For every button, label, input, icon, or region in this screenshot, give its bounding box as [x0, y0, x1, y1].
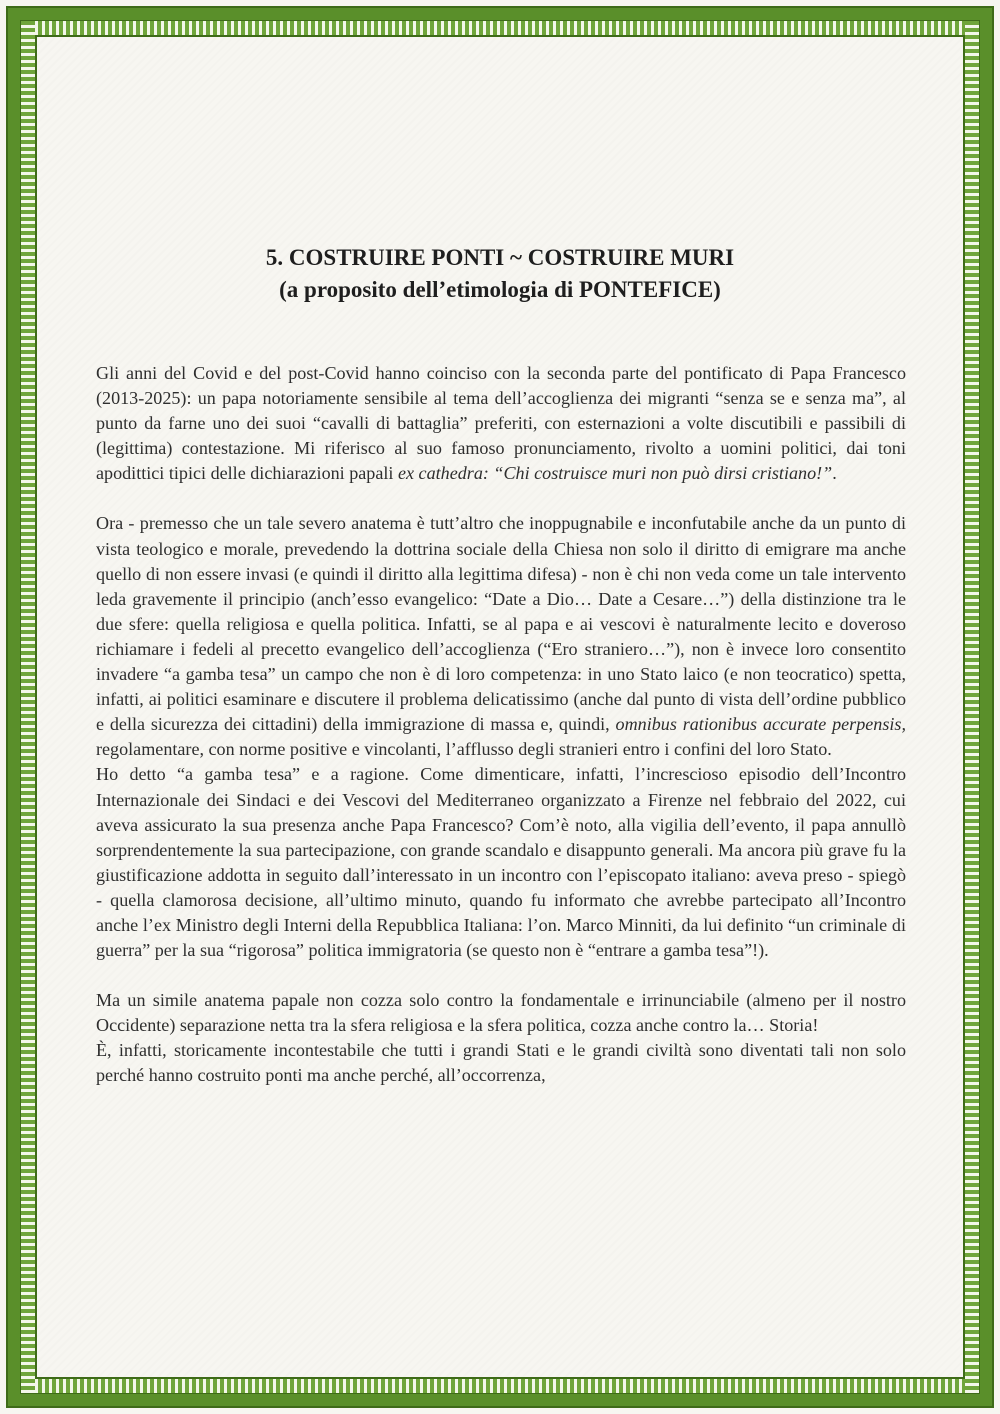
paragraph-2-end: regolamentare, con norme positive e vincolanti, l’afflusso degli stranieri entro i confini del loro Stato. — [96, 739, 832, 760]
page-subtitle: (a proposito dell’etimologia di PONTEFICE) — [279, 277, 721, 302]
paragraph-2-latin: omnibus rationibus accurate perpensis, — [615, 714, 906, 735]
paragraph-1-end: . — [832, 463, 837, 484]
paragraph-1-text: Gli anni del Covid e del post-Covid hanno coinciso con la seconda parte del pontificato di Papa Francesco (2013-2025): un papa notoriamente sensibile al tema dell’accoglienza dei migranti “senza se e senza ma”, al punto da farne uno dei suoi “cavalli di battaglia” preferiti, con esternazioni a volte discutibili e passibili di (legittima) contestazione. Mi riferisco al suo famoso pronunciamento, rivolto a uomini politici, dai toni apodittici tipici delle dichiarazioni papali — [96, 363, 906, 484]
paragraph-1 — [96, 361, 906, 486]
body-text — [96, 361, 906, 1089]
heading-block — [36, 243, 964, 305]
paragraph-2 — [96, 511, 906, 762]
page-title: 5. COSTRUIRE PONTI ~ COSTRUIRE MURI — [265, 245, 735, 270]
paragraph-3: Ho detto “a gamba tesa” e a ragione. Come dimenticare, infatti, l’incresciosо episodio dell’Incontro Internazionale dei Sindaci e dei Vescovi del Mediterraneo organizzato a Firenze nel febbraio del 2022, cui aveva assicurato la sua presenza anche Papa Francesco? Com’è noto, alla vigilia dell’evento, il papa annullò sorprendentemente la sua partecipazione, con grande scandalo e disappunto generali. Ma ancora più grave fu la giustificazione addotta in seguito dall’interessato in un incontro con l’episcopato italiano: aveva preso - spiegò - quella clamorosa decisione, all’ultimo minuto, quando fu informato che avrebbe partecipato all’Incontro anche l’ex Ministro degli Interni della Repubblica Italiana: l’on. Marco Minniti, da lui definito “un criminale di guerra” per la sua “rigorosa” politica immigratoria (se questo non è “entrare a gamba tesa”!). — [96, 764, 906, 961]
paragraph-5: È, infatti, storicamente incontestabile che tutti i grandi Stati e le grandi civiltà sono diventati tali non solo perché hanno costruito ponti ma anche perché, all’occorrenza, — [96, 1040, 906, 1086]
paragraph-4: Ma un simile anatema papale non cozza solo contro la fondamentale e irrinunciabile (almeno per il nostro Occidente) separazione netta tra la sfera religiosa e la sfera politica, cozza anche contro la… Storia! — [96, 990, 906, 1036]
paragraph-1-quote: ex cathedra: “Chi costruisce muri non può dirsi cristiano!” — [397, 463, 833, 484]
paragraph-2-text: Ora - premesso che un tale severo anatema è tutt’altro che inoppugnabile e inconfutabile anche da un punto di vista teologico e morale, prevedendo la dottrina sociale della Chiesa non solo il diritto di emigrare ma anche quello di non essere invasi (e quindi il diritto alla legittima difesa) - non è chi non veda come un tale intervento leda gravemente il principio (anch’esso evangelico: “Date a Dio… Date a Cesare…”) della distinzione tra le due sfere: quella religiosa e quella politica. Infatti, se al papa e ai vescovi è naturalmente lecito e doveroso richiamare i fedeli al precetto evangelico dell’accoglienza (“Ero straniero…”), non è invece loro consentito invadere “a gamba tesa” un campo che non è di loro competenza: in uno Stato laico (e non teocratico) spetta, infatti, ai politici esaminare e discutere il problema delicatissimo (anche dal punto di vista dell’ordine pubblico e della sicurezza dei cittadini) della immigrazione di massa e, quindi, — [96, 513, 906, 735]
